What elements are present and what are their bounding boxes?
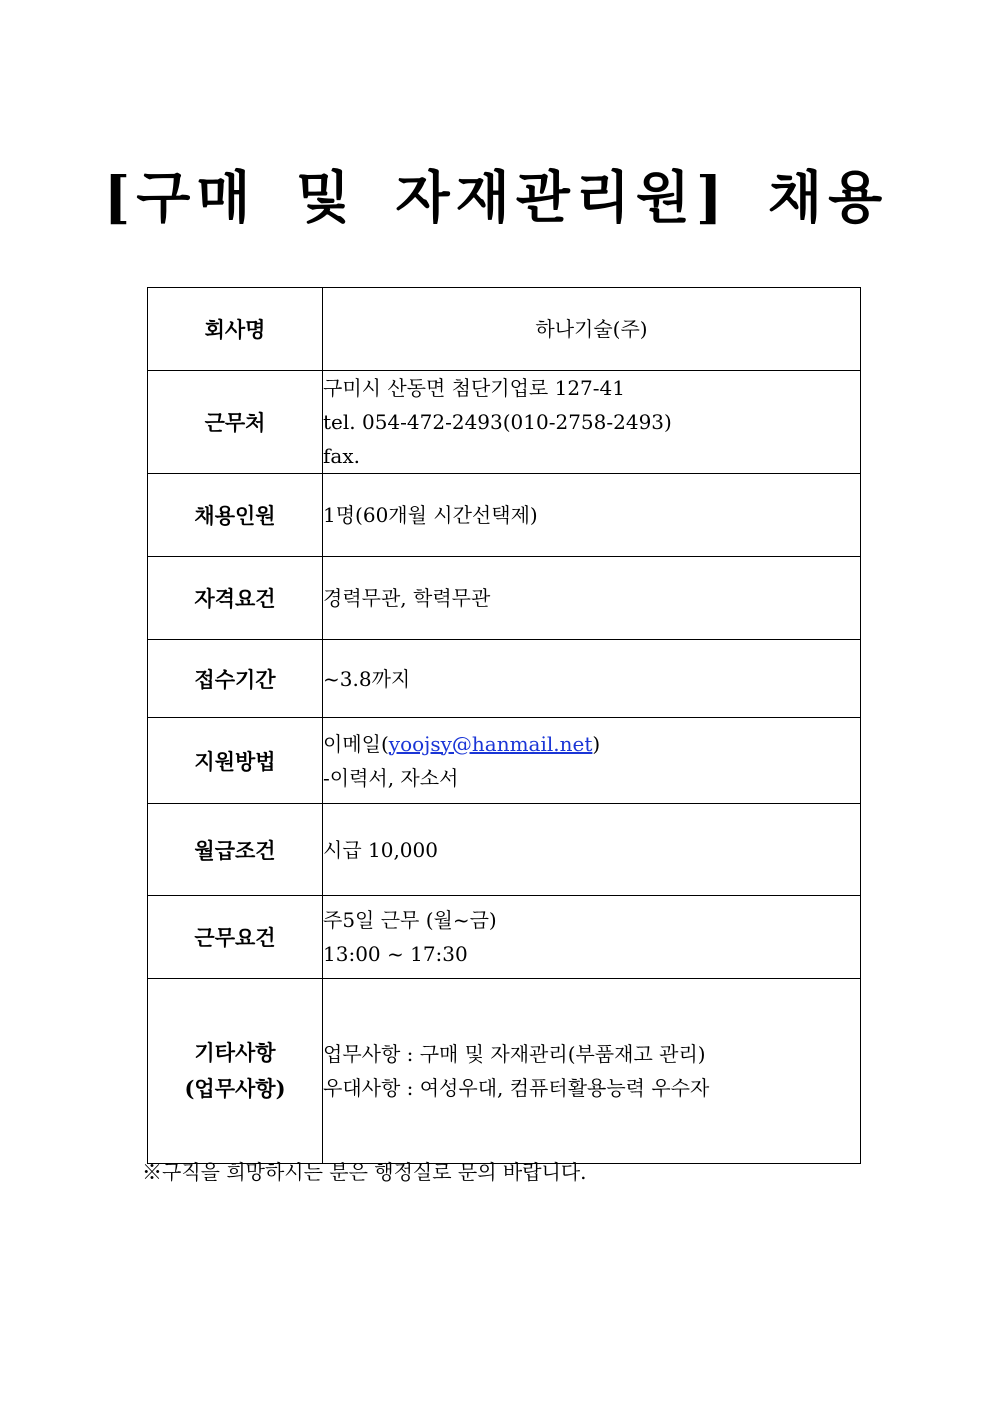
table-row-qualification [148, 557, 861, 640]
table-row-workplace [148, 371, 861, 474]
workplace-label: 근무처 [148, 371, 323, 474]
email-link[interactable]: yoojsy@hanmail.net [388, 731, 593, 756]
qualification-label: 자격요건 [148, 557, 323, 640]
workplace-tel: tel. 054-472-2493(010-2758-2493) [323, 410, 672, 434]
table-row-apply [148, 718, 861, 804]
salary-value: 시급 10,000 [323, 804, 861, 896]
table-row-headcount [148, 474, 861, 557]
etc-label-line2: (업무사항) [184, 1076, 286, 1101]
workplace-fax: fax. [323, 444, 360, 468]
salary-label: 월급조건 [148, 804, 323, 896]
apply-email-line [323, 727, 860, 761]
table-row-period [148, 640, 861, 718]
apply-suffix: ) [592, 731, 601, 756]
company-value: 하나기술(주) [323, 288, 861, 371]
hours-days: 주5일 근무 (월~금) [323, 908, 497, 932]
apply-prefix: 이메일( [323, 731, 389, 756]
headcount-label: 채용인원 [148, 474, 323, 557]
workplace-value [323, 371, 861, 474]
etc-duty: 업무사항 : 구매 및 자재관리(부품재고 관리) [323, 1042, 706, 1066]
etc-value [323, 979, 861, 1164]
headcount-value: 1명(60개월 시간선택제) [323, 474, 861, 557]
period-value: ~3.8까지 [323, 640, 861, 718]
hours-value [323, 896, 861, 979]
etc-label [148, 979, 323, 1164]
apply-label: 지원방법 [148, 718, 323, 804]
workplace-address: 구미시 산동면 첨단기업로 127-41 [323, 376, 625, 400]
footnote: ※구직을 희망하시는 분은 행정실로 문의 바랍니다. [142, 1160, 587, 1184]
apply-docs: -이력서, 자소서 [323, 765, 459, 790]
hours-time: 13:00 ~ 17:30 [323, 942, 468, 966]
qualification-value: 경력무관, 학력무관 [323, 557, 861, 640]
job-posting-table [147, 287, 861, 1164]
etc-preference: 우대사항 : 여성우대, 컴퓨터활용능력 우수자 [323, 1076, 710, 1100]
hours-label: 근무요건 [148, 896, 323, 979]
page-title: [구매 및 자재관리원] 채용 [103, 165, 889, 231]
table-row-salary [148, 804, 861, 896]
table-row-etc [148, 979, 861, 1164]
apply-value [323, 718, 861, 804]
table-row-hours [148, 896, 861, 979]
etc-label-line1: 기타사항 [194, 1040, 276, 1065]
company-label: 회사명 [148, 288, 323, 371]
table-row-company [148, 288, 861, 371]
period-label: 접수기간 [148, 640, 323, 718]
